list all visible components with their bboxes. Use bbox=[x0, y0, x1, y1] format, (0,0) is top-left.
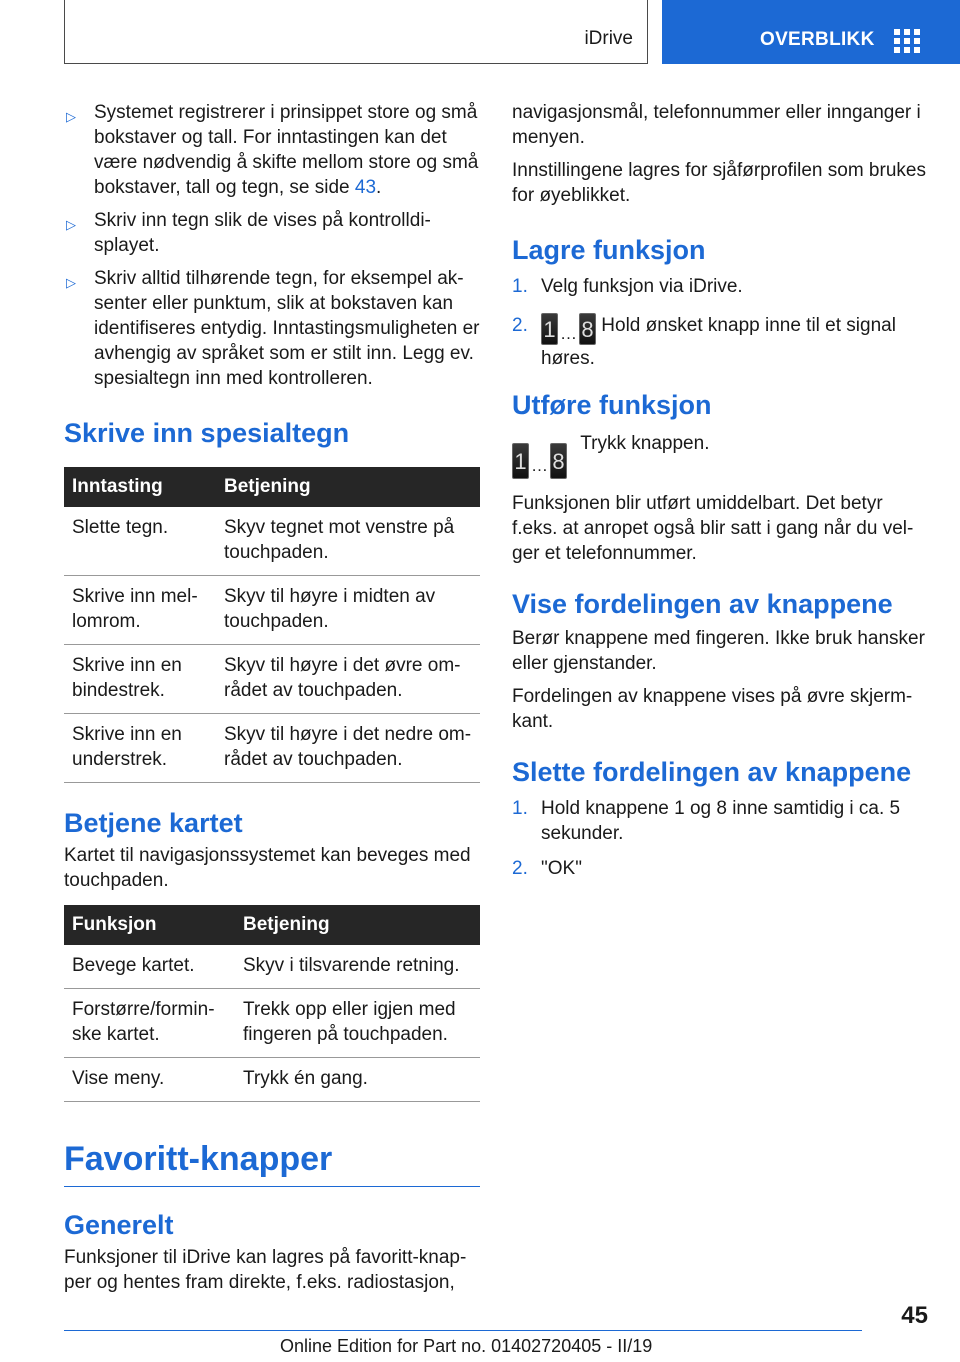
chapter-heading-block bbox=[64, 1138, 480, 1187]
table-cell: Skyv tegnet mot venstre på touchpaden. bbox=[216, 507, 480, 576]
continued-text: navigasjonsmål, telefonnummer eller innganger i menyen. bbox=[512, 102, 921, 148]
press-row bbox=[512, 431, 928, 479]
ellipsis: … bbox=[560, 324, 577, 343]
show-layout-text-2: Fordelingen av knappene vises på øvre skjermkant. bbox=[512, 686, 913, 732]
chapter-heading: Favoritt-knapper bbox=[64, 1140, 333, 1178]
table-row bbox=[64, 576, 480, 645]
overview-tab[interactable] bbox=[662, 0, 960, 64]
list-item: ▷ Systemet registrerer i prinsippet store og små bokstaver og tall. For inntastingen kan det være nødvendig å skifte mellom store og små bokstaver, tall og tegn, se side 43. bbox=[66, 102, 479, 198]
table-cell: Skyv til høyre i midten av touchpaden. bbox=[216, 576, 480, 645]
table-header: Betjening bbox=[216, 467, 480, 507]
execute-text: Funksjonen blir utført umiddelbart. Det betyr f.eks. at anropet også blir satt i gang når du velger et telefonnummer. bbox=[512, 493, 914, 564]
list-item: 1. Velg funksjon via iDrive. bbox=[512, 276, 743, 297]
table-cell: Vise meny. bbox=[64, 1058, 235, 1102]
page-number: 45 bbox=[901, 1302, 928, 1329]
section-heading-show-layout: Vise fordelingen av knappene bbox=[512, 589, 893, 619]
favorite-key-8-icon: 8 bbox=[550, 443, 567, 479]
favorite-key-8-icon: 8 bbox=[579, 313, 596, 345]
settings-text: Innstillingene lagres for sjåførprofilen som brukes for øyeblikket. bbox=[512, 160, 926, 206]
show-layout-text-1: Berør knappene med fingeren. Ikke bruk hansker eller gjenstander. bbox=[512, 628, 925, 674]
bullet-list bbox=[64, 100, 480, 391]
table-cell: Trykk én gang. bbox=[235, 1058, 480, 1102]
table-cell: Trekk opp eller igjen med fingeren på touchpaden. bbox=[235, 989, 480, 1058]
triangle-bullet-icon: ▷ bbox=[66, 217, 76, 232]
table-cell: Skrive inn en understrek. bbox=[64, 714, 216, 783]
table-header-row bbox=[64, 905, 480, 945]
header-box bbox=[64, 0, 648, 64]
table-cell: Bevege kartet. bbox=[64, 945, 235, 989]
table-header-row bbox=[64, 467, 480, 507]
table-row bbox=[64, 1058, 480, 1102]
delete-steps bbox=[512, 796, 928, 881]
map-intro: Kartet til navigasjonssystemet kan beveges med touchpaden. bbox=[64, 845, 471, 891]
favorite-key-1-icon: 1 bbox=[541, 313, 558, 345]
list-item: 1. Hold knappene 1 og 8 inne samtidig i ca. 5 sekunder. bbox=[512, 798, 901, 844]
table-row bbox=[64, 714, 480, 783]
table-header: Inntasting bbox=[64, 467, 216, 507]
map-table bbox=[64, 905, 480, 1102]
right-column bbox=[512, 100, 928, 891]
overview-tab-label: OVERBLIKK bbox=[760, 29, 875, 50]
table-cell: Skyv i tilsvarende retning. bbox=[235, 945, 480, 989]
list-item: 2. "OK" bbox=[512, 858, 582, 879]
press-text: Trykk knappen. bbox=[580, 433, 710, 454]
table-cell: Skrive inn en bindestrek. bbox=[64, 645, 216, 714]
list-item: 2. 1 … 8 Hold ønsket knapp inne til et signal høres. bbox=[512, 315, 896, 369]
table-cell: Skyv til høyre i det øvre området av touchpaden. bbox=[216, 645, 480, 714]
footer-divider bbox=[64, 1330, 862, 1331]
ellipsis: … bbox=[531, 456, 548, 475]
header-title: iDrive bbox=[584, 28, 633, 49]
general-text: Funksjoner til iDrive kan lagres på favoritt-knapper og hentes fram direkte, f.eks. radiostasjon, bbox=[64, 1247, 467, 1293]
table-row bbox=[64, 507, 480, 576]
section-heading-save: Lagre funksjon bbox=[512, 235, 706, 265]
section-heading-map: Betjene kartet bbox=[64, 808, 243, 838]
table-cell: Skrive inn mellomrom. bbox=[64, 576, 216, 645]
section-heading-general: Generelt bbox=[64, 1210, 174, 1240]
footer-edition: Online Edition for Part no. 01402720405 - II/19 bbox=[280, 1336, 653, 1356]
section-heading-execute: Utføre funksjon bbox=[512, 390, 712, 420]
table-row bbox=[64, 989, 480, 1058]
triangle-bullet-icon: ▷ bbox=[66, 109, 76, 124]
table-cell: Slette tegn. bbox=[64, 507, 216, 576]
left-column bbox=[64, 100, 480, 1303]
table-cell: Skyv til høyre i det nedre området av touchpaden. bbox=[216, 714, 480, 783]
favorite-key-1-icon: 1 bbox=[512, 443, 529, 479]
special-chars-table bbox=[64, 467, 480, 783]
table-header: Funksjon bbox=[64, 905, 235, 945]
table-cell: Forstørre/forminske kartet. bbox=[64, 989, 235, 1058]
section-heading-special-chars: Skrive inn spesialtegn bbox=[64, 418, 350, 448]
table-row bbox=[64, 945, 480, 989]
page-link[interactable]: 43 bbox=[354, 177, 377, 198]
section-heading-delete-layout: Slette fordelingen av knappene bbox=[512, 757, 912, 787]
grid-menu-icon bbox=[894, 29, 920, 53]
list-item: ▷ Skriv inn tegn slik de vises på kontrolldisplayet. bbox=[66, 210, 431, 256]
table-row bbox=[64, 645, 480, 714]
table-header: Betjening bbox=[235, 905, 480, 945]
triangle-bullet-icon: ▷ bbox=[66, 275, 76, 290]
list-item: ▷ Skriv alltid tilhørende tegn, for eksempel aksenter eller punktum, slik at bokstaven kan identifiseres entydig. Inntastingsmuligheten er avhengig av språket som er stilt inn. Legg ev. spesialtegn inn med kontrolleren. bbox=[66, 268, 480, 389]
save-steps bbox=[512, 274, 928, 371]
